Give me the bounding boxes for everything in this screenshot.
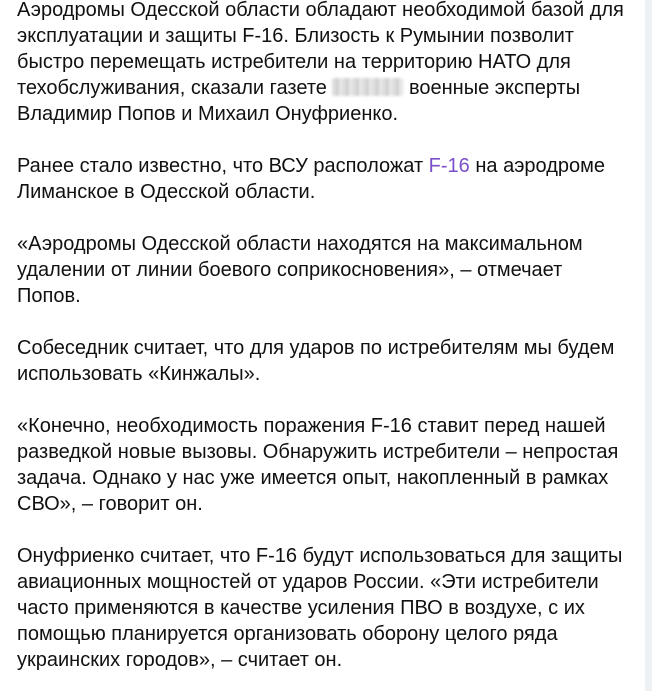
text-line: удалении от линии боевого соприкосновения», – отмечает bbox=[17, 259, 563, 281]
text-line bbox=[17, 75, 637, 101]
scrollbar-track[interactable] bbox=[645, 0, 652, 691]
text-line: задача. Однако у нас уже имеется опыт, накопленный в рамках bbox=[17, 467, 609, 489]
text-segment: на аэродроме bbox=[469, 155, 606, 177]
paragraph-1 bbox=[17, 0, 637, 127]
text-segment: военные эксперты bbox=[403, 77, 581, 99]
text-line: авиационных мощностей от ударов России. «Эти истребители bbox=[17, 571, 599, 593]
paragraph-5 bbox=[17, 413, 637, 517]
text-line: часто применяются в качестве усиления ПВО в воздухе, с их bbox=[17, 597, 585, 619]
redacted-newspaper-name bbox=[332, 78, 403, 96]
text-line: Онуфриенко считает, что F-16 будут использоваться для защиты bbox=[17, 545, 623, 567]
text-line: быстро перемещать истребители на территорию НАТО для bbox=[17, 51, 571, 73]
text-line: использовать «Кинжалы». bbox=[17, 363, 261, 385]
text-line bbox=[17, 153, 637, 179]
text-line: Аэродромы Одесской области обладают необходимой базой для bbox=[17, 0, 624, 21]
text-line: «Конечно, необходимость поражения F-16 ставит перед нашей bbox=[17, 415, 606, 437]
text-line: «Аэродромы Одесской области находятся на максимальном bbox=[17, 233, 583, 255]
text-line: СВО», – говорит он. bbox=[17, 493, 203, 515]
paragraph-4 bbox=[17, 335, 637, 387]
text-segment: Ранее стало известно, что ВСУ расположат bbox=[17, 155, 429, 177]
text-line: Лиманское в Одесской области. bbox=[17, 181, 316, 203]
text-line: Владимир Попов и Михаил Онуфриенко. bbox=[17, 103, 399, 125]
paragraph-6 bbox=[17, 543, 637, 673]
paragraph-3 bbox=[17, 231, 637, 309]
text-line: помощью планируется организовать оборону целого ряда bbox=[17, 623, 558, 645]
text-segment: техобслуживания, сказали газете bbox=[17, 77, 333, 99]
text-line: эксплуатации и защиты F-16. Близость к Румынии позволит bbox=[17, 25, 574, 47]
f16-hashtag-link[interactable]: F-16 bbox=[428, 155, 470, 177]
text-line: разведкой новые вызовы. Обнаружить истребители – непростая bbox=[17, 441, 619, 463]
message-text bbox=[17, 0, 637, 691]
text-line: украинских городов», – считает он. bbox=[17, 649, 343, 671]
text-line: Собеседник считает, что для ударов по истребителям мы будем bbox=[17, 337, 615, 359]
paragraph-2 bbox=[17, 153, 637, 205]
text-line: Попов. bbox=[17, 285, 81, 307]
